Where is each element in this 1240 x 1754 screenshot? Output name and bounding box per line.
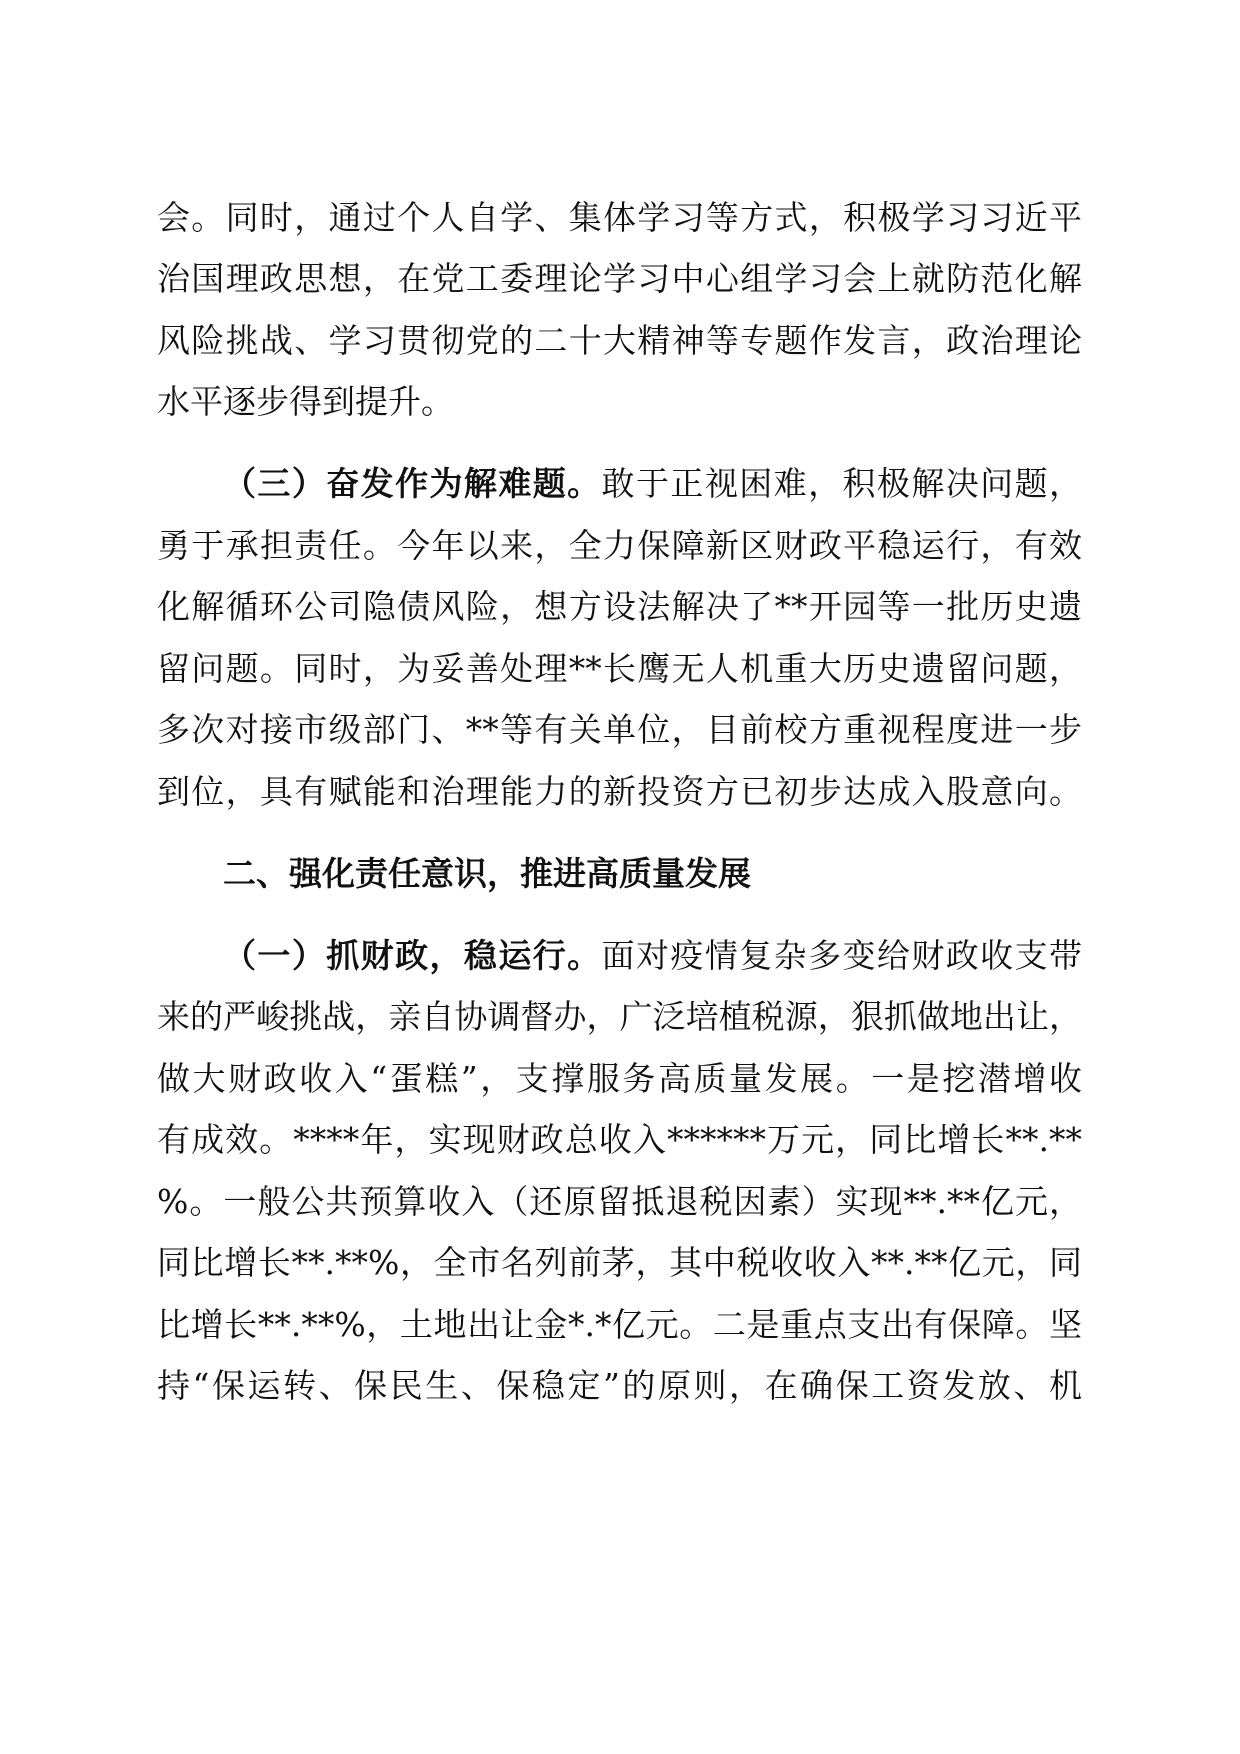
body-text-line: 做大财政收入“蛋糕”，支撑服务高质量发展。一是挖潜增收 xyxy=(157,1059,1082,1098)
body-text-line: 同比增长**.**%，全市名列前茅，其中税收收入**.**亿元，同 xyxy=(157,1243,1082,1282)
body-text-line: 风险挑战、学习贯彻党的二十大精神等专题作发言，政治理论 xyxy=(157,321,1082,360)
paragraph-first-line xyxy=(223,925,1082,987)
body-text-line: 比增长**.**%，土地出让金*.*亿元。二是重点支出有保障。坚 xyxy=(157,1305,1082,1344)
body-text-line: %。一般公共预算收入（还原留抵退税因素）实现**.**亿元， xyxy=(157,1182,1082,1221)
body-text-line: 多次对接市级部门、**等有关单位，目前校方重视程度进一步 xyxy=(157,710,1082,749)
body-text-line: 治国理政思想，在党工委理论学习中心组学习会上就防范化解 xyxy=(157,259,1082,298)
body-text-line: 持“保运转、保民生、保稳定”的原则，在确保工资发放、机 xyxy=(157,1366,1082,1405)
body-text-line: 会。同时，通过个人自学、集体学习等方式，积极学习习近平 xyxy=(157,198,1082,237)
section-lead: （三）奋发作为解难题。 xyxy=(223,464,602,503)
body-text: 敢于正视困难，积极解决问题， xyxy=(601,464,1082,503)
body-text-line: 水平逐步得到提升。 xyxy=(157,382,454,421)
paragraph-first-line xyxy=(223,453,1082,515)
body-text-line: 到位，具有赋能和治理能力的新投资方已初步达成入股意向。 xyxy=(157,772,1082,811)
body-text-line: 来的严峻挑战，亲自协调督办，广泛培植税源，狠抓做地出让， xyxy=(157,997,1082,1036)
body-text: 面对疫情复杂多变给财政收支带 xyxy=(601,936,1082,975)
section-heading: 二、强化责任意识，推进高质量发展 xyxy=(223,854,751,893)
body-text-line: 化解循环公司隐债风险，想方设法解决了**开园等一批历史遗 xyxy=(157,587,1082,626)
body-text-line: 有成效。****年，实现财政总收入******万元，同比增长**.** xyxy=(157,1120,1082,1159)
body-text-line: 留问题。同时，为妥善处理**长鹰无人机重大历史遗留问题， xyxy=(157,649,1082,688)
section-lead: （一）抓财政，稳运行。 xyxy=(223,936,602,975)
body-text-line: 勇于承担责任。今年以来，全力保障新区财政平稳运行，有效 xyxy=(157,526,1082,565)
